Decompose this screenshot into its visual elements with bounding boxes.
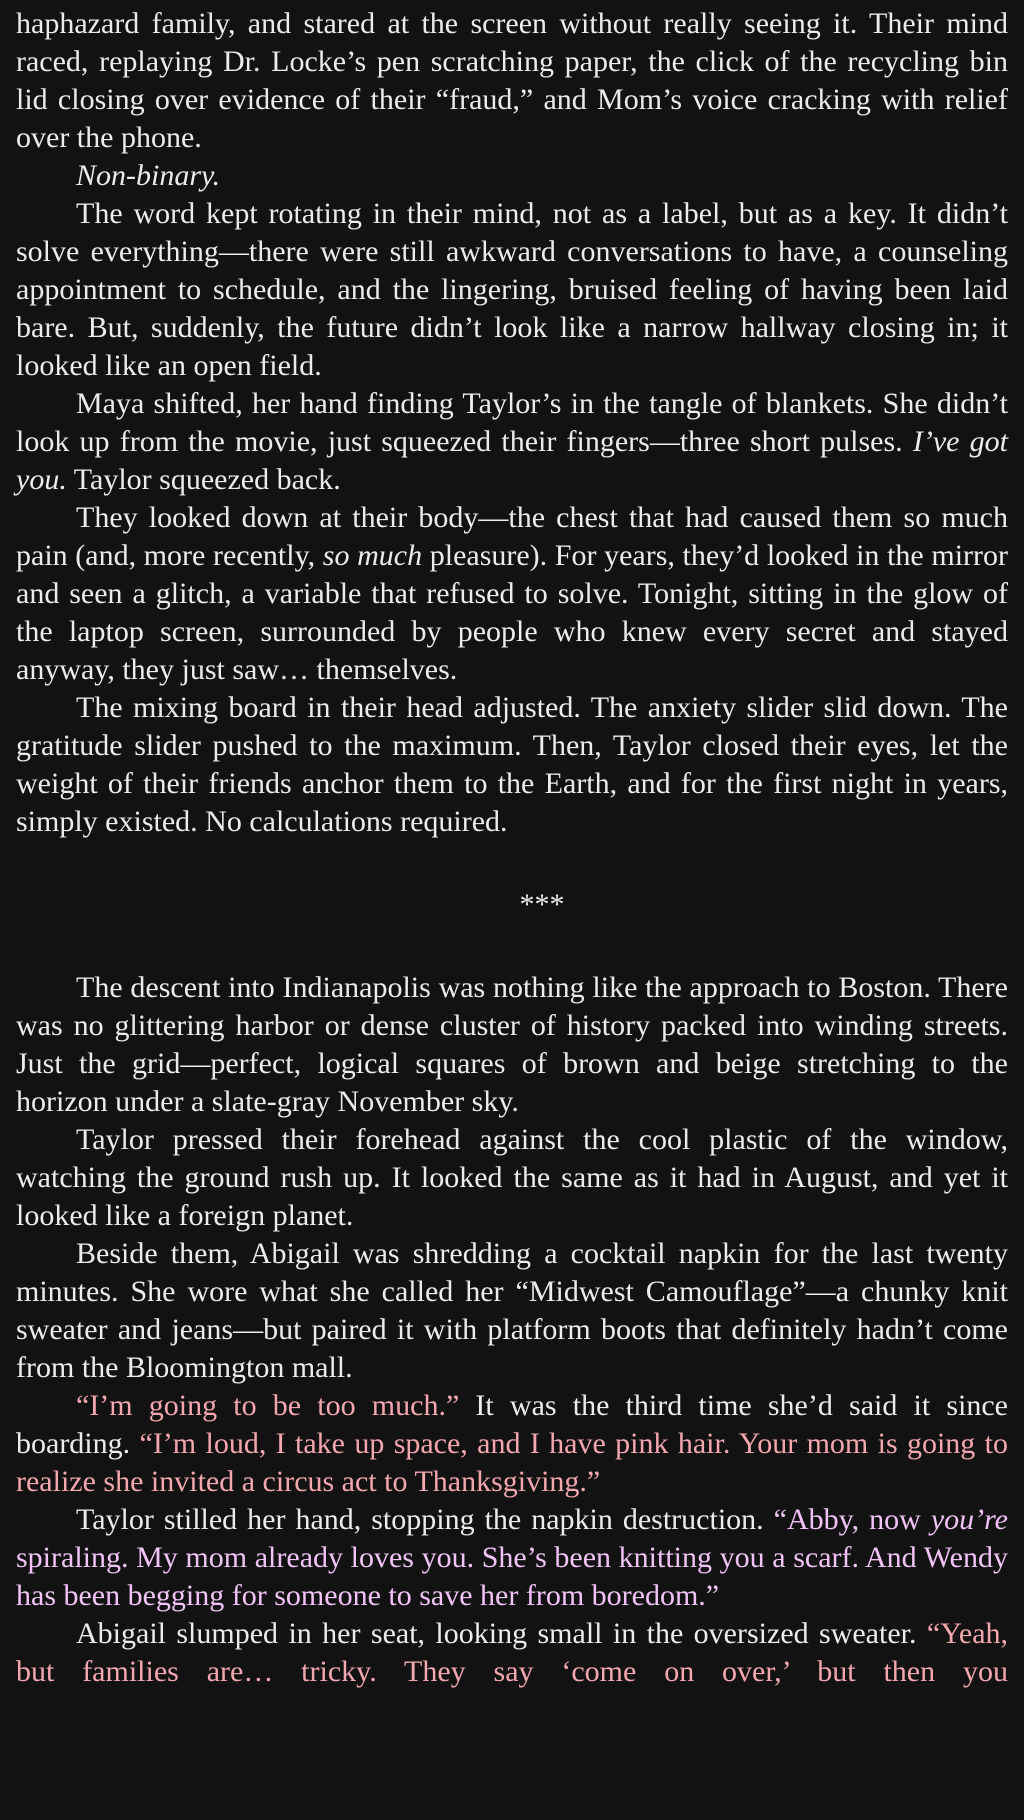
text-run: spiraling. My mom already loves you. She’s been knitting you a scarf. And Wendy has been begging for someone to save her from boredom.”	[16, 1541, 1008, 1612]
scene-break: ***	[519, 888, 565, 921]
paragraph-non-binary	[16, 157, 1008, 195]
text-run: pleasure). For years, they’d looked in the mirror and seen a glitch, a variable that refused to solve. Tonight, sitting in the glow of the laptop screen, surrounded by people who knew every secret and stayed anyway, they just saw… themselves.	[16, 539, 1008, 686]
text-run: Taylor squeezed back.	[66, 463, 341, 496]
paragraph-body	[16, 499, 1008, 689]
paragraph-continuation: haphazard family, and stared at the screen without really seeing it. Their mind raced, replaying Dr. Locke’s pen scratching paper, the click of the recycling bin lid closing over evidence of their “fraud,” and Mom’s voice cracking with relief over the phone.	[16, 7, 1008, 154]
text-run: Taylor stilled her hand, stopping the napkin destruction.	[76, 1503, 774, 1536]
dialogue-abigail: “I’m loud, I take up space, and I have pink hair. Your mom is going to realize she invited a circus act to Thanksgiving.”	[16, 1427, 1008, 1498]
text-run: Maya shifted, her hand finding Taylor’s in the tangle of blankets. She didn’t look up from the movie, just squeezed their fingers—three short pulses.	[16, 387, 1008, 458]
reading-pane	[16, 5, 1008, 1691]
italic-text: you’re	[930, 1503, 1008, 1536]
paragraph-word-key: The word kept rotating in their mind, not as a label, but as a key. It didn’t solve everything—there were still awkward conversations to have, a counseling appointment to schedule, and the lingering, bruised feeling of having been laid bare. But, suddenly, the future didn’t look like a narrow hallway closing in; it looked like an open field.	[16, 197, 1008, 382]
text-run: They looked down at their body—the chest that had caused them so much pain (and, more recently,	[16, 501, 1008, 572]
paragraph-taylor-dialogue	[16, 1501, 1008, 1615]
italic-text: so much	[322, 539, 423, 572]
paragraph-window: Taylor pressed their forehead against the cool plastic of the window, watching the ground rush up. It looked the same as it had in August, and yet it looked like a foreign planet.	[16, 1123, 1008, 1232]
paragraph-descent: The descent into Indianapolis was nothing like the approach to Boston. There was no glittering harbor or dense cluster of history packed into winding streets. Just the grid—perfect, logical squares of brown and beige stretching to the horizon under a slate-gray November sky.	[16, 971, 1008, 1118]
paragraph-mixing-board: The mixing board in their head adjusted. The anxiety slider slid down. The gratitude slider pushed to the maximum. Then, Taylor closed their eyes, let the weight of their friends anchor them to the Earth, and for the first night in years, simply existed. No calculations required.	[16, 691, 1008, 838]
text-run: It was the third time she’d said it since boarding.	[16, 1389, 1008, 1460]
paragraph-abigail-dialogue	[16, 1387, 1008, 1501]
italic-text: I’ve got you.	[16, 425, 1008, 496]
paragraph-abigail-slumped	[16, 1615, 1008, 1691]
text-run: Abigail slumped in her seat, looking small in the oversized sweater.	[76, 1617, 917, 1650]
text-run: “Abby, now	[773, 1503, 931, 1536]
dialogue-abigail: “Yeah, but families are… tricky. They say ‘come on over,’ but then you	[16, 1617, 1009, 1688]
italic-text: Non-binary.	[76, 159, 221, 192]
paragraph-maya	[16, 385, 1008, 499]
dialogue-abigail: “I’m going to be too much.”	[76, 1389, 460, 1422]
paragraph-abigail-napkin: Beside them, Abigail was shredding a cocktail napkin for the last twenty minutes. She wore what she called her “Midwest Camouflage”—a chunky knit sweater and jeans—but paired it with platform boots that definitely hadn’t come from the Bloomington mall.	[16, 1237, 1008, 1384]
